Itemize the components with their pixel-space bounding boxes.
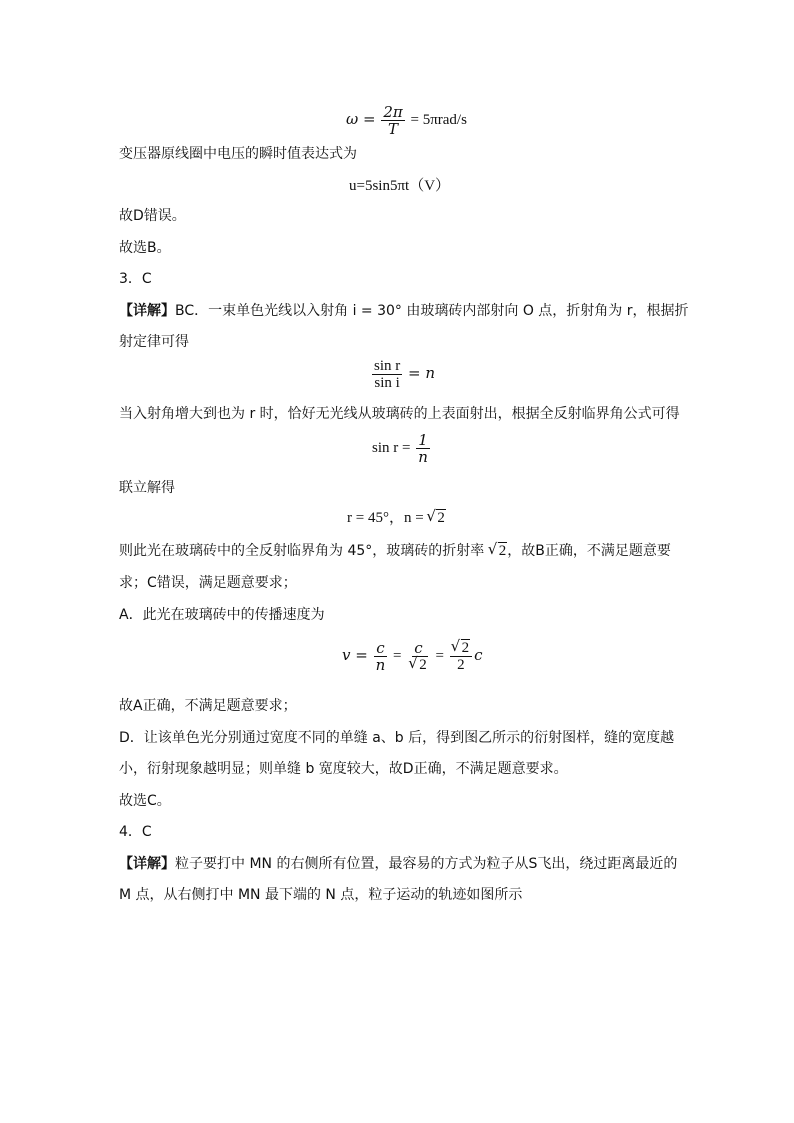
paragraph: 小，衍射现象越明显；则单缝 b 宽度较大，故D正确，不满足题意要求。 <box>119 761 568 777</box>
eq-crit-num: 1 <box>418 431 428 449</box>
eq-snell-rhs: = n <box>408 363 435 382</box>
paragraph: 变压器原线圈中电压的瞬时值表达式为 <box>119 146 357 162</box>
eq-omega-lhs: ω = <box>346 109 376 128</box>
eq-omega-den: T <box>388 120 399 138</box>
sqrt-symbol <box>452 640 471 656</box>
paragraph <box>119 541 671 561</box>
equation-critical <box>372 432 432 465</box>
equals-sign: = <box>435 647 444 664</box>
eq-v-rad2: 2 <box>419 657 427 673</box>
paragraph: 联立解得 <box>119 480 175 496</box>
eq-v-n1: c <box>376 639 385 657</box>
equals-sign: = <box>392 647 402 664</box>
paragraph <box>119 301 689 321</box>
q4-text: 粒子要打中 MN 的右侧所有位置，最容易的方式为粒子从S飞出，绕过距离最近的 <box>175 856 678 872</box>
equation-u: u=5sin5πt（V） <box>349 178 451 194</box>
paragraph: 射定律可得 <box>119 334 189 350</box>
paragraph: 故A正确，不满足题意要求； <box>119 698 297 714</box>
eq-v-n2: c <box>414 639 423 657</box>
eq-crit-fraction <box>416 432 430 465</box>
detail-tag: 【详解】 <box>119 856 175 872</box>
paragraph: 故D错误。 <box>119 208 186 224</box>
q3-text: BC．一束单色光线以入射角 i = 30° 由玻璃砖内部射向 O 点，折射角为 r，根据折 <box>175 303 689 319</box>
eq-v-d3: 2 <box>457 657 465 673</box>
paragraph <box>119 854 677 874</box>
sqrt-symbol <box>409 657 428 673</box>
eq-crit-lhs: sin r = <box>372 439 411 456</box>
eq-omega-rhs: = 5πrad/s <box>410 111 467 128</box>
equation-omega <box>346 104 467 137</box>
question-number: 4．C <box>119 824 152 840</box>
question-number: 3．C <box>119 271 152 287</box>
eq-omega-fraction <box>381 104 404 137</box>
equation-velocity <box>342 640 483 673</box>
paragraph: 当入射角增大到也为 r 时，恰好无光线从玻璃砖的上表面射出，根据全反射临界角公式可得 <box>119 406 680 422</box>
paragraph: 故选B。 <box>119 240 171 256</box>
eq-r-rad: 2 <box>437 510 445 526</box>
equation-snell <box>370 358 435 391</box>
eq-crit-den: n <box>418 448 428 466</box>
paragraph: 求；C错误，满足题意要求； <box>119 575 297 591</box>
paragraph: 故选C。 <box>119 793 171 809</box>
eq-v-d1: n <box>375 656 386 674</box>
eq-v-rad3: 2 <box>461 640 470 656</box>
eq-v-tail: c <box>474 645 483 664</box>
q3-text: 则此光在玻璃砖中的全反射临界角为 45°，玻璃砖的折射率 <box>119 543 485 559</box>
eq-v-frac2 <box>407 640 430 673</box>
eq-snell-den: sin i <box>374 375 400 391</box>
sqrt-symbol <box>427 508 446 528</box>
eq-snell-fraction <box>372 358 402 391</box>
equation-result <box>347 508 446 528</box>
eq-r-lhs: r = 45°，n = <box>347 510 424 526</box>
eq-snell-num: sin r <box>374 358 401 374</box>
q3-rad: 2 <box>498 543 507 559</box>
eq-v-frac1 <box>374 640 388 673</box>
paragraph: M 点，从右侧打中 MN 最下端的 N 点，粒子运动的轨迹如图所示 <box>119 887 523 903</box>
paragraph: D．让该单色光分别通过宽度不同的单缝 a、b 后，得到图乙所示的衍射图样，缝的宽度越 <box>119 730 675 746</box>
sqrt-symbol <box>489 541 508 561</box>
paragraph: A．此光在玻璃砖中的传播速度为 <box>119 607 325 623</box>
q3-text: ，故B正确，不满足题意要 <box>507 543 671 559</box>
detail-tag: 【详解】 <box>119 303 175 319</box>
eq-omega-num: 2π <box>383 103 403 121</box>
eq-v-frac3 <box>450 640 473 673</box>
eq-v-lhs: v = <box>342 645 368 664</box>
